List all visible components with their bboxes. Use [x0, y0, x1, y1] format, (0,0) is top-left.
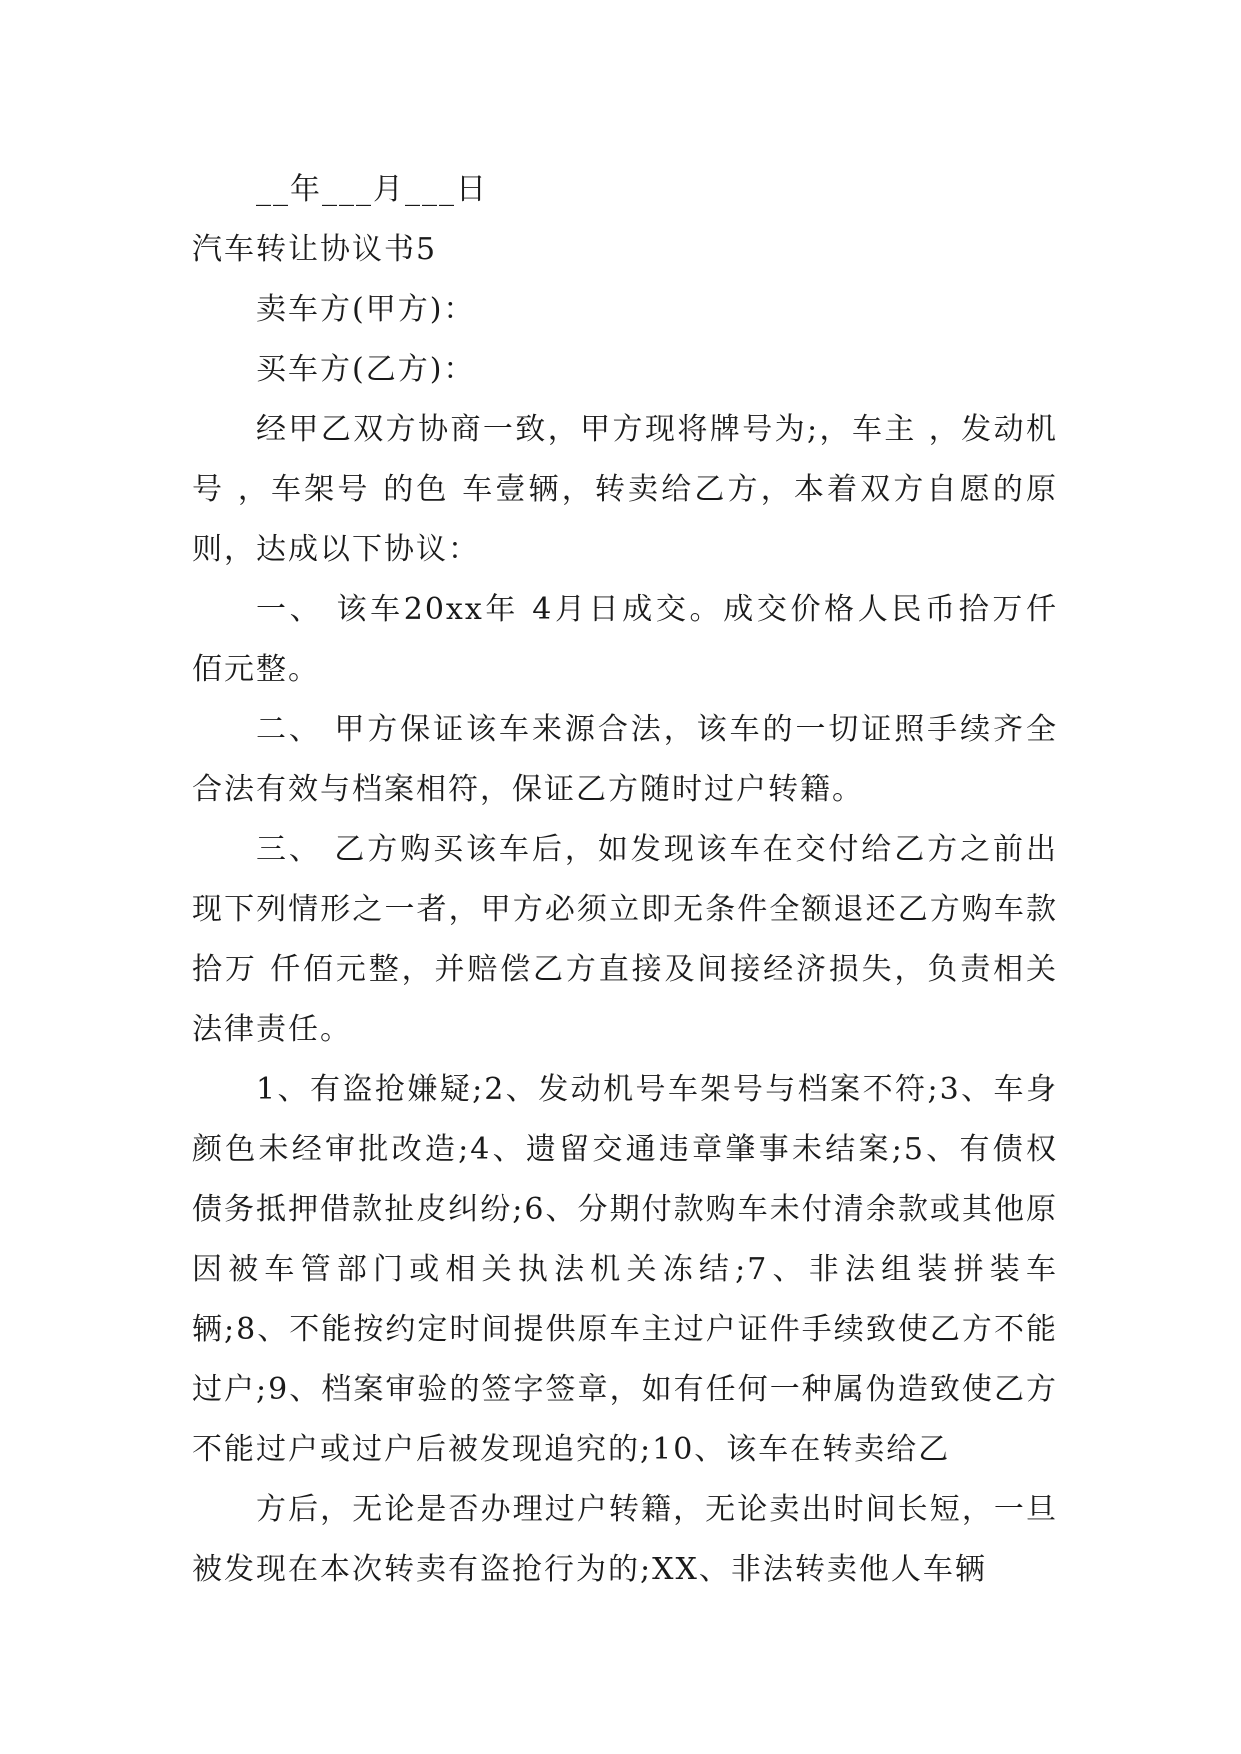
paragraph-continuation: 方后，无论是否办理过户转籍，无论卖出时间长短，一旦被发现在本次转卖有盗抢行为的;XX、非法转卖他人车辆: [192, 1492, 1058, 1587]
paragraph-clause-3: 三、 乙方购买该车后，如发现该车在交付给乙方之前出现下列情形之一者，甲方必须立即无条件全额退还乙方购车款拾万 仟佰元整，并赔偿乙方直接及间接经济损失，负责相关法律责任。: [192, 832, 1058, 1047]
seller-line: 卖车方(甲方)：: [256, 292, 476, 327]
document-body: [192, 160, 1058, 1600]
paragraph-intro: 经甲乙双方协商一致，甲方现将牌号为;，车主 ，发动机号 ，车架号 的色 车壹辆，转卖给乙方，本着双方自愿的原则，达成以下协议：: [192, 412, 1058, 567]
paragraph-clause-2: 二、 甲方保证该车来源合法，该车的一切证照手续齐全合法有效与档案相符，保证乙方随时过户转籍。: [192, 712, 1058, 807]
buyer-line: 买车方(乙方)：: [256, 352, 476, 387]
date-line: __年___月___日: [256, 172, 488, 207]
document-title: 汽车转让协议书5: [192, 232, 438, 267]
paragraph-conditions: 1、有盗抢嫌疑;2、发动机号车架号与档案不符;3、车身颜色未经审批改造;4、遗留交通违章肇事未结案;5、有债权债务抵押借款扯皮纠纷;6、分期付款购车未付清余款或其他原因被车管部门或相关执法机关冻结;7、非法组装拼装车辆;8、不能按约定时间提供原车主过户证件手续致使乙方不能过户;9、档案审验的签字签章，如有任何一种属伪造致使乙方不能过户或过户后被发现追究的;10、该车在转卖给乙: [192, 1072, 1058, 1467]
paragraph-clause-1: 一、 该车20xx年 4月日成交。成交价格人民币拾万仟 佰元整。: [192, 592, 1058, 687]
